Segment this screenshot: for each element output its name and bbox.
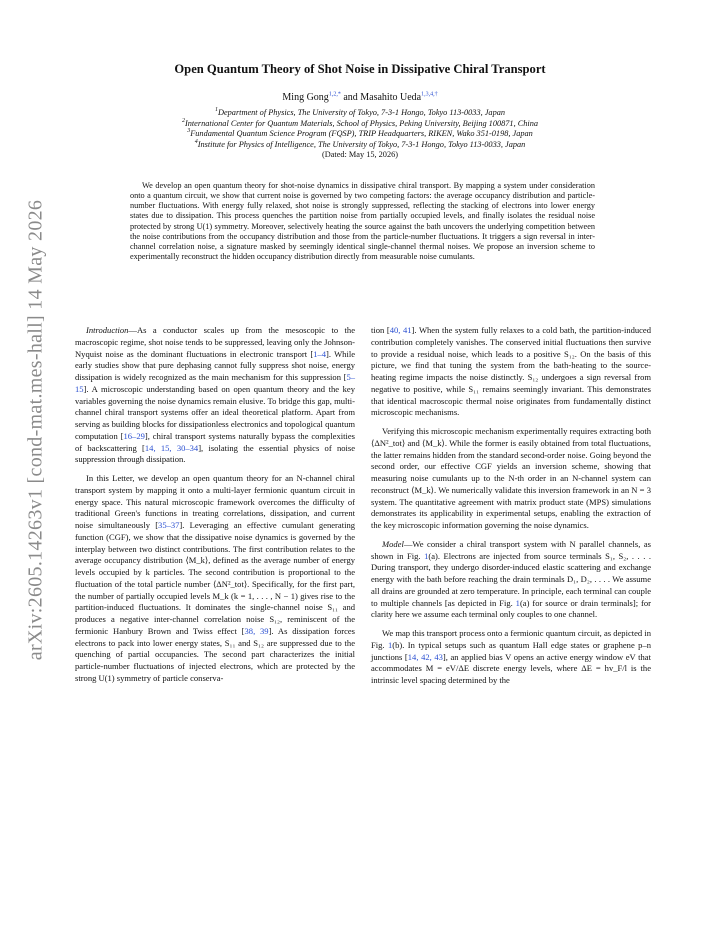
paragraph: Verifying this microscopic mechanism experimentally requires extracting both ⟨ΔN²_tot⟩ and ⟨M_k⟩. While the former is easily obtained from total fluctuations, the latter remains hidden from the standard second-order noise. Going beyond the second order, our effective CGF yields an inversion scheme, showing that measuring noise cumulants up to the N-th order in an N-channel system can reconstruct ⟨M_k⟩. We numerically validate this inversion framework in an N = 3 system. The quantitative agreement with matrix product state (MPS) simulations demonstrates its applicability in experimental setups, enabling the extraction of the key microscopic information governing the noise dynamics. bbox=[371, 426, 651, 530]
affiliation: $^4$Institute for Physics of Intelligence, The University of Tokyo, 7-3-1 Hongo, Tokyo 113-0033, Japan bbox=[194, 139, 526, 149]
arxiv-sidebar bbox=[18, 195, 54, 665]
author-name: Ming Gong bbox=[282, 92, 329, 103]
section-head: Introduction bbox=[86, 325, 129, 335]
figure-link[interactable]: 1 bbox=[424, 550, 429, 561]
section-head: Model bbox=[382, 538, 404, 549]
citation-link[interactable]: 14, 15, 30–34 bbox=[144, 442, 199, 453]
paragraph: We map this transport process onto a fermionic quantum circuit, as depicted in Fig. 1(b). In typical setups such as quantum Hall edge states or graphene p–n junctions [14, 42, 43], an applied bias V opens an active energy window eV that accommodates M = eV/ΔE discrete energy levels, where ΔE = hv_F/l is the intrinsic level spacing determined by the bbox=[371, 628, 651, 685]
citation-link[interactable]: 14, 42, 43 bbox=[407, 651, 443, 662]
citation-link[interactable]: 16–29 bbox=[123, 430, 145, 441]
citation-link[interactable]: 5–15 bbox=[75, 372, 355, 394]
affiliation: $^1$Department of Physics, The University of Tokyo, 7-3-1 Hongo, Tokyo 113-0033, Japan bbox=[214, 107, 506, 117]
affiliations bbox=[75, 108, 645, 161]
affiliation: $^3$Fundamental Quantum Science Program (FQSP), TRIP Headquarters, RIKEN, Wako 351-0198, Japan bbox=[187, 128, 533, 139]
author-line bbox=[75, 92, 645, 103]
citation-link[interactable]: 1–4 bbox=[313, 348, 327, 359]
paragraph: Introduction—As a conductor scales up from the mesoscopic to the macroscopic regime, shot noise tends to be suppressed, leaving only the Johnson-Nyquist noise as the dominant fluctuations in electronic transport [1–4]. While early studies show that pure dephasing cannot fully suppress shot noise, energy dissipation is widely recognized as the main mechanism for this suppression [5–15]. A microscopic understanding based on open quantum theory and the key variables governing the noise dynamics remain elusive. To bridge this gap, multi-channel chiral transport systems offer an ideal theoretical platform. Apart from serving as building blocks for dissipationless electronics and topological quantum computation [16–29], chiral transport systems naturally bypass the complexities of backscattering [14, 15, 30–34], isolating the essential physics of noise suppression through dissipation. bbox=[75, 325, 355, 465]
author-affil-marks[interactable]: 1,2,* bbox=[328, 91, 341, 98]
paragraph: tion [40, 41]. When the system fully relaxes to a cold bath, the partition-induced contribution completely vanishes. The conserved initial fluctuations then survive to provide a residual noise, which leads to a positive S₁₂. On the basis of this picture, we find that tuning the system from the bath-heating to the source-heating regime impacts the noise distinctly. S₁₂ undergoes a sign reversal from negative to positive, while S₁₁ remains seemingly invariant. This demonstrates that identical macroscopic thermal noise originates from fundamentally distinct microscopic mechanisms. bbox=[371, 325, 652, 418]
arxiv-identifier: arXiv:2605.14263v1 [cond-mat.mes-hall] 14 May 2026 bbox=[24, 199, 47, 661]
left-column bbox=[75, 325, 355, 692]
citation-link[interactable]: 40, 41 bbox=[389, 325, 412, 335]
citation-link[interactable]: 38, 39 bbox=[244, 625, 269, 636]
author-conjunction: and bbox=[340, 92, 361, 103]
affiliation: $^2$International Center for Quantum Materials, School of Physics, Peking University, Beijing 100871, China bbox=[181, 117, 539, 128]
figure-link[interactable]: 1 bbox=[387, 639, 393, 650]
paragraph: Model—We consider a chiral transport system with N parallel channels, as shown in Fig. 1(a). Electrons are injected from source terminals S₁, S₂, . . . . During transport, they undergo disorder-induced elastic scattering and exchange energy with the bath before reaching the drain terminals D₁, D₂, . . . . We assume all drains are grounded at zero temperature. In principle, each terminal can couple to multiple channels [as depicted in Fig. 1(a) for source or drain terminals]; for clarity here we assume each terminal only couples to one channel. bbox=[371, 538, 652, 620]
abstract: We develop an open quantum theory for shot-noise dynamics in dissipative chiral transport. By mapping a system under consideration onto a quantum circuit, we show that current noise is governed by two competing factors: the average occupancy distribution and particle-number fluctuations. With energy fully relaxed, shot noise is strongly suppressed, reflecting the stacking of electrons into lower energy states due to dissipation. This process quenches the partition noise from partially occupied levels, and finally isolates the residual noise protected by strong U(1) symmetry. Moreover, selectively heating the source against the bath uncovers the underlying competition between the noise contributions from the occupancy distribution and those from the particle-number fluctuations. It triggers a sign reversal in inter-channel correlation noise, a signature masked by seemingly identical single-channel thermal noises. We propose an inversion scheme to experimentally reconstruct the hidden occupancy distribution directly from measurable noise cumulants. bbox=[130, 181, 595, 262]
dated-line: (Dated: May 15, 2026) bbox=[321, 150, 399, 160]
paper-title: Open Quantum Theory of Shot Noise in Dissipative Chiral Transport bbox=[174, 62, 546, 76]
author-name: Masahito Ueda bbox=[360, 92, 422, 103]
right-column bbox=[371, 325, 651, 694]
paragraph: In this Letter, we develop an open quantum theory for an N-channel chiral transport system by mapping it onto a multi-layer fermionic quantum circuit in energy space. This natural microscopic framework overcomes the difficulty of traditional Green's functions in treating correlations, dissipation, and current noise simultaneously [35–37]. Leveraging an effective cumulant generating function (CGF), we show that the dissipative noise dynamics is governed by the interplay between two distinct contributions. The first contribution relates to the average occupancy distribution ⟨M_k⟩, defined as the average number of energy levels occupied by k particles. The second contribution is proportional to the fluctuation of the total particle number ⟨ΔN²_tot⟩. Specifically, for the first part, the number of partially occupied levels M_k (k = 1, . . . , N − 1) gives rise to the partition-induced fluctuations. It dominates the single-channel noise S₁₁ and produces a negative inter-channel correlation noise S₁₂, reminiscent of the fermionic Hanbury Brown and Twiss effect [38, 39]. As dissipation forces electrons to pack into lower energy states, S₁₁ and S₁₂ are suppressed due to the quenching of partial occupancies. The second part characterizes the initial particle-number fluctuations of injected electrons, which are protected by the strong U(1) symmetry of particle conserva- bbox=[75, 473, 355, 683]
author-affil-marks[interactable]: 1,3,4,† bbox=[421, 91, 438, 98]
figure-link[interactable]: 1 bbox=[515, 597, 520, 608]
citation-link[interactable]: 35–37 bbox=[158, 520, 180, 530]
